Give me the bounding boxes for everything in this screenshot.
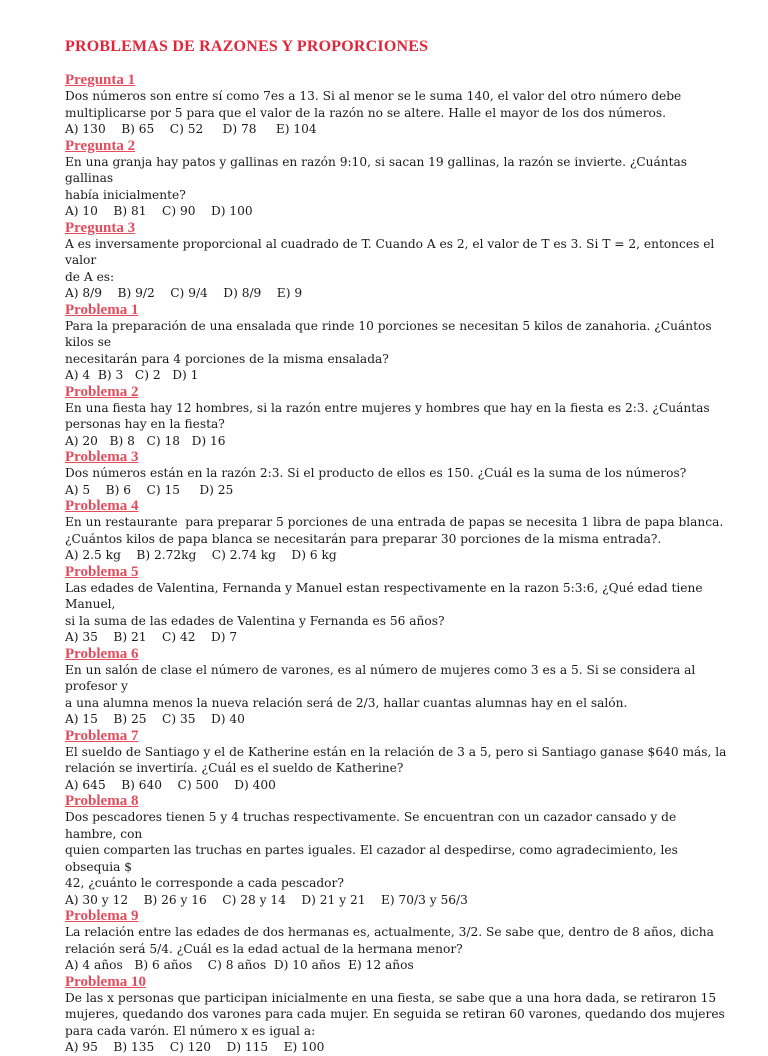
problem-heading: Problema 10 [65,973,146,990]
problem-item [65,793,728,908]
problem-text-line: La relación entre las edades de dos hermanas es, actualmente, 3/2. Se sabe que, dentro de 8 años, dicha [65,925,714,939]
problem-heading: Problema 6 [65,645,139,662]
problem-text-line: A es inversamente proporcional al cuadrado de T. Cuando A es 2, el valor de T es 3. Si T = 2, entonces el valor [65,236,719,267]
problem-item [65,384,728,450]
answer-options: A) 130 B) 65 C) 52 D) 78 E) 104 [65,122,317,136]
problem-item [65,908,728,974]
problem-text-line: En una granja hay patos y gallinas en razón 9:10, si sacan 19 gallinas, la razón se invierte. ¿Cuántas gallinas [65,154,691,185]
problem-heading: Problema 8 [65,793,139,809]
problem-text-line: En un salón de clase el número de varones, es al número de mujeres como 3 es a 5. Si se considera al profesor y [65,662,700,693]
problem-text-line: relación será 5/4. ¿Cuál es la edad actual de la hermana menor? [65,941,463,956]
answer-options: A) 10 B) 81 C) 90 D) 100 [65,204,253,218]
answer-options: A) 15 B) 25 C) 35 D) 40 [65,712,245,726]
answer-options: A) 5 B) 6 C) 15 D) 25 [65,482,234,497]
problem-text-line: Dos números están en la razón 2:3. Si el producto de ellos es 150. ¿Cuál es la suma de los números? [65,466,687,480]
problem-item [65,72,728,138]
problem-text-line: Dos pescadores tienen 5 y 4 truchas respectivamente. Se encuentran con un cazador cansado y de hambre, con [65,810,681,841]
answer-options: A) 30 y 12 B) 26 y 16 C) 28 y 14 D) 21 y 21 E) 70/3 y 56/3 [65,892,468,907]
problem-text-line: En una fiesta hay 12 hombres, si la razón entre mujeres y hombres que hay en la fiesta es 2:3. ¿Cuántas [65,400,710,415]
problem-text-line: necesitarán para 4 porciones de la misma ensalada? [65,351,389,366]
problem-heading: Pregunta 2 [65,137,136,154]
problem-item [65,138,728,220]
answer-options: A) 35 B) 21 C) 42 D) 7 [65,630,238,644]
problem-heading: Pregunta 1 [65,72,136,88]
problem-heading: Problema 7 [65,727,139,744]
problem-item [65,974,728,1056]
problem-text-line: había inicialmente? [65,187,186,202]
problem-heading: Problema 2 [65,383,139,400]
problem-text-line: si la suma de las edades de Valentina y Fernanda es 56 años? [65,613,445,628]
answer-options: A) 2.5 kg B) 2.72kg C) 2.74 kg D) 6 kg [65,548,337,562]
problem-heading: Pregunta 3 [65,219,136,236]
answer-options: A) 645 B) 640 C) 500 D) 400 [65,777,276,792]
problem-item [65,498,728,564]
problem-list [65,72,728,1056]
problem-text-line: En un restaurante para preparar 5 porciones de una entrada de papas se necesita 1 libra de papa blanca. [65,515,724,529]
document-title: PROBLEMAS DE RAZONES Y PROPORCIONES [65,38,429,55]
problem-heading: Problema 4 [65,498,139,514]
problem-text-line: De las x personas que participan inicialmente en una fiesta, se sabe que a una hora dada, se retiraron 15 [65,990,717,1005]
problem-text-line: Dos números son entre sí como 7es a 13. Si al menor se le suma 140, el valor del otro número debe [65,89,682,103]
problem-text-line: para cada varón. El número x es igual a: [65,1023,316,1038]
problem-heading: Problema 3 [65,449,139,465]
problem-item [65,302,728,384]
problem-item [65,449,728,498]
answer-options: A) 20 B) 8 C) 18 D) 16 [65,433,226,448]
problem-text-line: relación se invertiría. ¿Cuál es el sueldo de Katherine? [65,761,404,775]
problem-heading: Problema 5 [65,563,139,580]
problem-text-line: 42, ¿cuánto le corresponde a cada pescador? [65,876,344,890]
problem-heading: Problema 1 [65,301,139,318]
answer-options: A) 4 años B) 6 años C) 8 años D) 10 años E) 12 años [65,958,414,972]
problem-text-line: multiplicarse por 5 para que el valor de la razón no se altere. Halle el mayor de los dos números. [65,105,667,120]
problem-text-line: mujeres, quedando dos varones para cada mujer. En seguida se retiran 60 varones, quedando dos mujeres [65,1007,725,1021]
problem-item [65,564,728,646]
problem-text-line: a una alumna menos la nueva relación será de 2/3, hallar cuantas alumnas hay en el salón. [65,695,628,710]
problem-text-line: Las edades de Valentina, Fernanda y Manuel estan respectivamente en la razon 5:3:6, ¿Qué edad tiene Manuel, [65,580,707,611]
problem-item [65,220,728,302]
answer-options: A) 95 B) 135 C) 120 D) 115 E) 100 [65,1040,325,1054]
answer-options: A) 8/9 B) 9/2 C) 9/4 D) 8/9 E) 9 [65,286,303,300]
problem-text-line: ¿Cuántos kilos de papa blanca se necesitarán para preparar 30 porciones de la misma entrada?. [65,531,662,546]
problem-text-line: de A es: [65,269,115,284]
problem-heading: Problema 9 [65,908,139,924]
problem-item [65,728,728,794]
problem-text-line: Para la preparación de una ensalada que rinde 10 porciones se necesitan 5 kilos de zanahoria. ¿Cuántos kilos se [65,318,716,349]
problem-text-line: quien comparten las truchas en partes iguales. El cazador al despedirse, como agradecimiento, les obsequia $ [65,843,682,874]
problem-text-line: personas hay en la fiesta? [65,417,225,431]
answer-options: A) 4 B) 3 C) 2 D) 1 [65,368,199,382]
problem-text-line: El sueldo de Santiago y el de Katherine están en la relación de 3 a 5, pero si Santiago ganase $640 más, la [65,744,727,759]
problem-item [65,646,728,728]
